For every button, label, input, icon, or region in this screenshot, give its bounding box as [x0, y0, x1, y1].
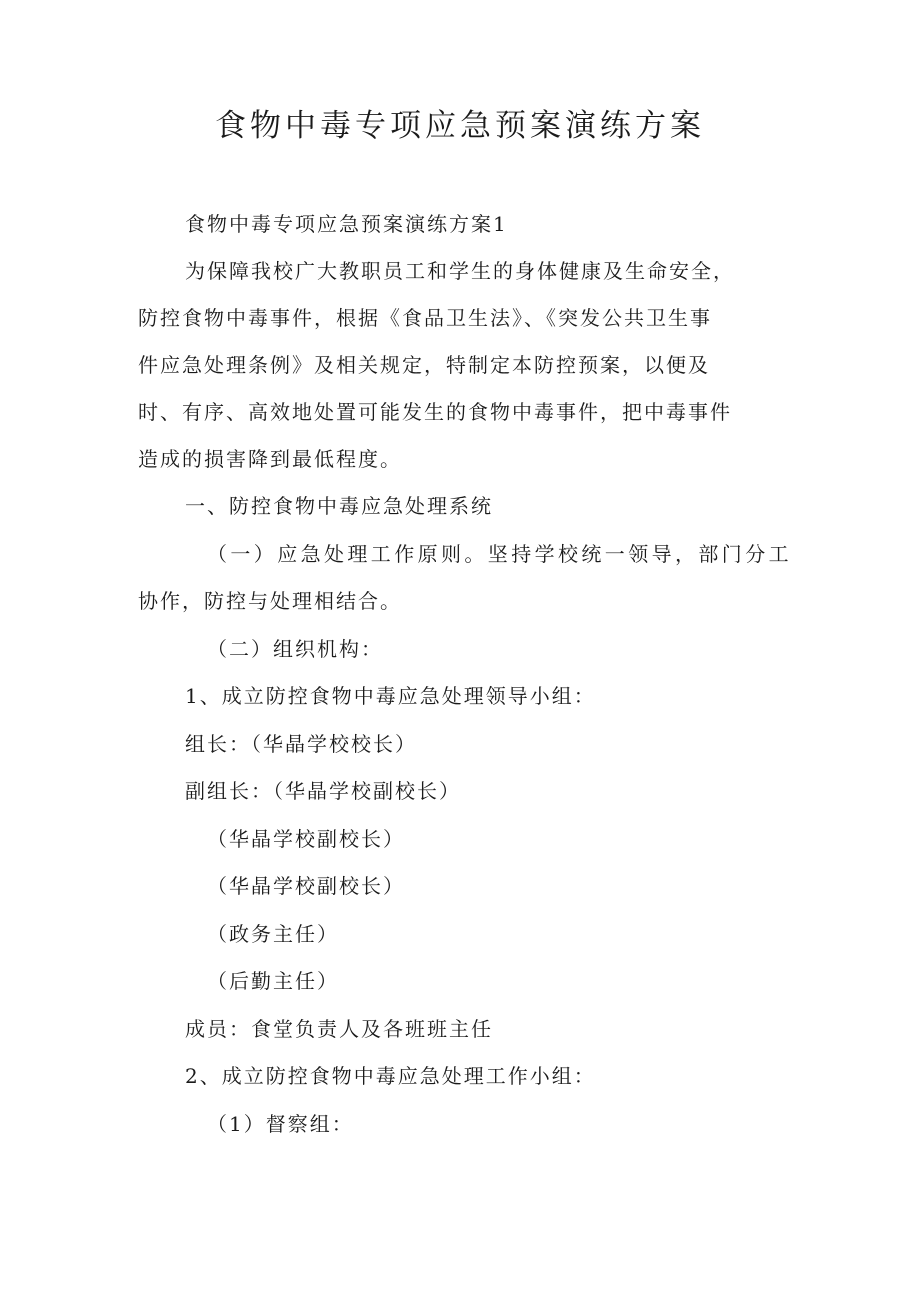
list-item: （华晶学校副校长）: [207, 874, 405, 898]
list-item: 副组长：（华晶学校副校长）: [185, 779, 461, 803]
section-heading: 食物中毒专项应急预案演练方案1: [185, 212, 508, 236]
list-item: （政务主任）: [207, 922, 339, 946]
list-item: （华晶学校副校长）: [207, 827, 405, 851]
list-item: 成员：食堂负责人及各班班主任: [185, 1017, 493, 1041]
paragraph-line: 防控食物中毒事件，根据《食品卫生法》、《突发公共卫生事: [138, 306, 712, 330]
paragraph-line: 时、有序、高效地处置可能发生的食物中毒事件，把中毒事件: [138, 400, 732, 424]
list-item: （后勤主任）: [207, 969, 339, 993]
list-item: （1）督察组：: [207, 1112, 354, 1136]
paragraph-line: 造成的损害降到最低程度。: [138, 447, 402, 471]
paragraph-line: 为保障我校广大教职员工和学生的身体健康及生命安全，: [185, 259, 735, 283]
paragraph-line: 协作，防控与处理相结合。: [138, 589, 402, 613]
list-item: 1、成立防控食物中毒应急处理领导小组：: [185, 684, 596, 708]
paragraph-line: （一）应急处理工作原则。坚持学校统一领导，部门分工: [207, 542, 792, 566]
document-title: 食物中毒专项应急预案演练方案: [215, 108, 705, 144]
subsection-heading: （二）组织机构：: [207, 637, 383, 661]
paragraph-line: 件应急处理条例》及相关规定，特制定本防控预案，以便及: [138, 353, 710, 377]
list-item: 2、成立防控食物中毒应急处理工作小组：: [185, 1064, 596, 1088]
list-item: 组长：（华晶学校校长）: [185, 732, 417, 756]
section-heading: 一、防控食物中毒应急处理系统: [185, 494, 493, 518]
